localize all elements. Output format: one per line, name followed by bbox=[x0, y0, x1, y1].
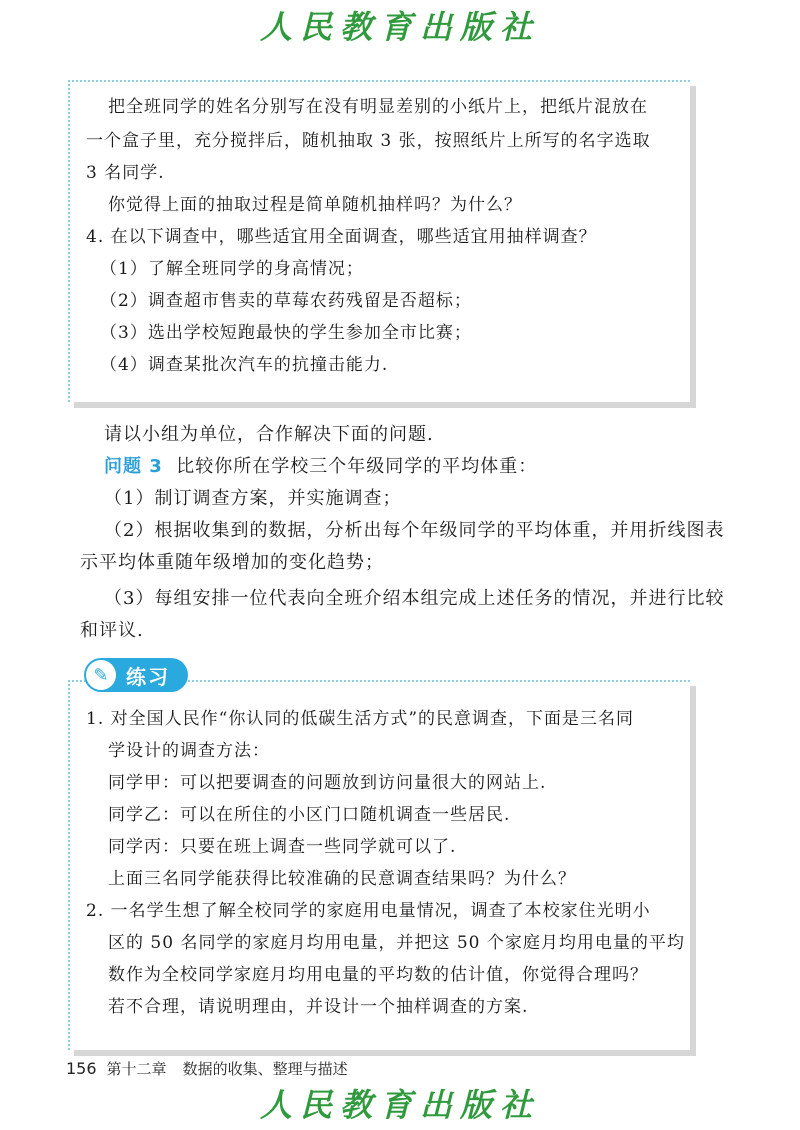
chapter-label: 第十二章 bbox=[106, 1060, 167, 1078]
exercise-line: 学设计的调查方法： bbox=[108, 741, 270, 761]
box1-line: 3 名同学. bbox=[86, 163, 165, 183]
publisher-logo-bottom: 人民教育出版社 bbox=[259, 1086, 540, 1124]
box1-item: （4）调查某批次汽车的抗撞击能力. bbox=[100, 355, 389, 375]
exercise-line: 同学甲：可以把要调查的问题放到访问量很大的网站上. bbox=[108, 773, 547, 793]
box1-item: （2）调查超市售卖的草莓农药残留是否超标； bbox=[100, 291, 472, 311]
problem-item: 和评议. bbox=[80, 620, 144, 641]
exercise-tab bbox=[84, 658, 188, 692]
problem-item: （2）根据收集到的数据，分析出每个年级同学的平均体重，并用折线图表 bbox=[104, 520, 725, 541]
box1-question-4: 4. 在以下调查中，哪些适宜用全面调查，哪些适宜用抽样调查？ bbox=[86, 227, 597, 247]
problem-3 bbox=[104, 452, 537, 482]
box1-item: （1）了解全班同学的身高情况； bbox=[100, 259, 364, 279]
exercise-line: 数作为全校同学家庭月均用电量的平均数的估计值，你觉得合理吗？ bbox=[108, 965, 648, 985]
exercise-line: 1. 对全国人民作“你认同的低碳生活方式”的民意调查，下面是三名同 bbox=[86, 709, 635, 729]
page-number: 156 bbox=[66, 1059, 97, 1078]
problem-text: 比较你所在学校三个年级同学的平均体重： bbox=[176, 456, 538, 477]
chapter-title: 数据的收集、整理与描述 bbox=[182, 1060, 348, 1078]
pencil-check-icon: ✎ bbox=[86, 660, 116, 690]
box1-line: 把全班同学的姓名分别写在没有明显差别的小纸片上，把纸片混放在 bbox=[108, 97, 648, 117]
box1-item: （3）选出学校短跑最快的学生参加全市比赛； bbox=[100, 323, 472, 343]
page-footer bbox=[66, 1058, 348, 1079]
problem-item: （3）每组安排一位代表向全班介绍本组完成上述任务的情况，并进行比较 bbox=[104, 588, 725, 609]
publisher-logo-top: 人民教育出版社 bbox=[259, 8, 540, 46]
exercise-line: 上面三名同学能获得比较准确的民意调查结果吗？为什么？ bbox=[108, 869, 576, 889]
exercise-line: 区的 50 名同学的家庭月均用电量，并把这 50 个家庭月均用电量的平均 bbox=[108, 933, 685, 953]
exercise-tab-label: 练习 bbox=[126, 664, 170, 689]
group-intro: 请以小组为单位，合作解决下面的问题. bbox=[104, 424, 434, 445]
box1-line: 你觉得上面的抽取过程是简单随机抽样吗？为什么？ bbox=[108, 195, 522, 215]
box1-line: 一个盒子里，充分搅拌后，随机抽取 3 张，按照纸片上所写的名字选取 bbox=[86, 131, 651, 151]
problem-item: （1）制订调查方案，并实施调查； bbox=[104, 488, 402, 509]
problem-label: 问题 3 bbox=[104, 456, 163, 477]
exercise-line: 若不合理，请说明理由，并设计一个抽样调查的方案. bbox=[108, 997, 529, 1017]
problem-item: 示平均体重随年级增加的变化趋势； bbox=[80, 552, 384, 573]
exercise-line: 同学乙：可以在所住的小区门口随机调查一些居民. bbox=[108, 805, 511, 825]
exercise-line: 2. 一名学生想了解全校同学的家庭用电量情况，调查了本校家住光明小 bbox=[86, 901, 651, 921]
exercise-line: 同学丙：只要在班上调查一些同学就可以了. bbox=[108, 837, 457, 857]
